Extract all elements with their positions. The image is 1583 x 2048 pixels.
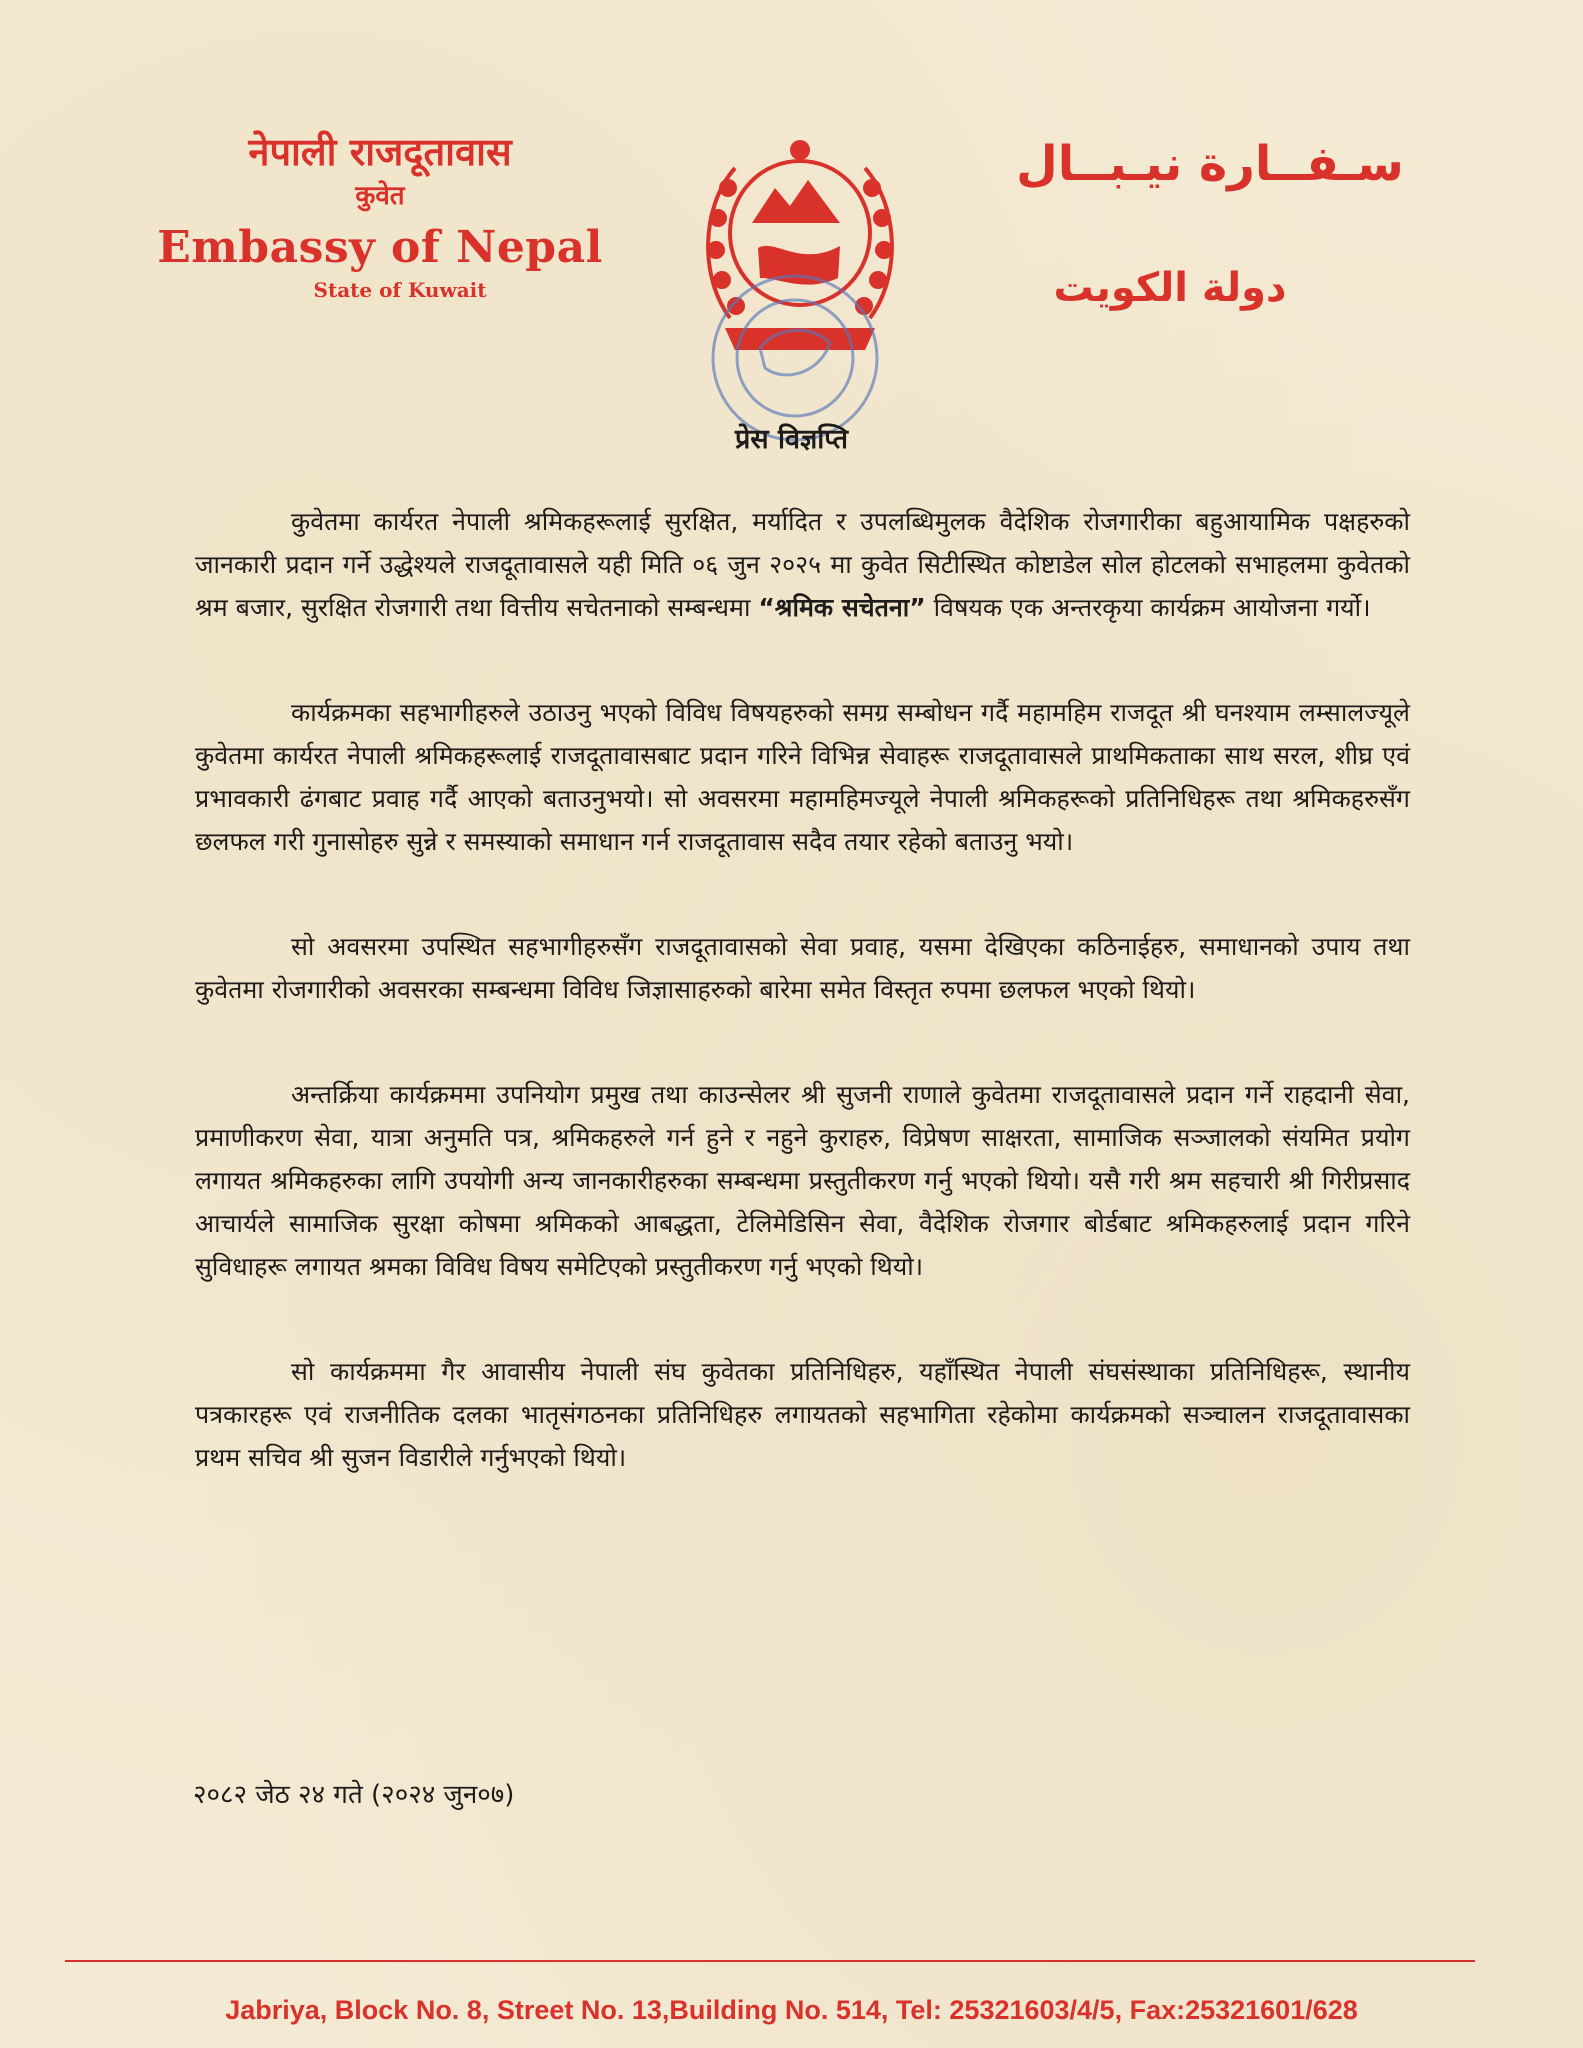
embassy-name-nepali: नेपाली राजदूतावास	[248, 130, 512, 174]
paragraph-1-text: कुवेतमा कार्यरत नेपाली श्रमिकहरूलाई सुरक्षित, मर्यादित र उपलब्धिमुलक वैदेशिक रोजगारीका बहुआयामिक पक्षहरुको जानकारी प्रदान गर्ने उद्धेश्यले राजदूतावासले यही मिति ०६ जुन २०२५ मा कुवेत सिटीस्थित कोष्टाडेल सोल होटलको सभाहलमा कुवेतको श्रम बजार, सुरक्षित रोजगारी तथा वित्तीय सचेतनाको सम्बन्धमा	[195, 507, 1410, 622]
paragraph-3: सो अवसरमा उपस्थित सहभागीहरुसँग राजदूतावासको सेवा प्रवाह, यसमा देखिएका कठिनाईहरु, समाधानको उपाय तथा कुवेतमा रोजगारीको अवसरका सम्बन्धमा विविध जिज्ञासाहरुको बारेमा समेत विस्तृत रुपमा छलफल भएको थियो।	[195, 932, 1410, 1004]
program-title-bold: “श्रमिक सचेतना”	[758, 593, 926, 622]
press-release-body	[195, 500, 1410, 1541]
letterhead-left	[130, 128, 630, 306]
paragraph-1	[195, 500, 1410, 629]
paragraph-1-text-end: विषयक एक अन्तरकृया कार्यक्रम आयोजना गर्यो।	[925, 593, 1371, 622]
document-title: प्रेस विज्ञप्ति	[734, 424, 849, 455]
embassy-state-english: State of Kuwait	[313, 278, 487, 302]
embassy-state-arabic: دولة الكويت	[1053, 265, 1287, 311]
paragraph-2: कार्यक्रमका सहभागीहरुले उठाउनु भएको विविध विषयहरुको समग्र सम्बोधन गर्दै महामहिम राजदूत श्री घनश्याम लम्सालज्यूले कुवेतमा कार्यरत नेपाली श्रमिकहरूलाई राजदूतावासबाट प्रदान गरिने विभिन्न सेवाहरू राजदूतावासले प्राथमिकताका साथ सरल, शीघ्र एवं प्रभावकारी ढंगबाट प्रवाह गर्दै आएको बताउनुभयो। सो अवसरमा महामहिमज्यूले नेपाली श्रमिकहरूको प्रतिनिधिहरू तथा श्रमिकहरुसँग छलफल गरी गुनासोहरु सुन्ने र समस्याको समाधान गर्न राजदूतावास सदैव तयार रहेको बताउनु भयो।	[195, 698, 1410, 856]
embassy-name-english: Embassy of Nepal	[157, 222, 603, 273]
document-date: २०८२ जेठ २४ गते (२०२४ जुन०७)	[193, 1780, 515, 1810]
footer-address: Jabriya, Block No. 8, Street No. 13,Building No. 514, Tel: 25321603/4/5, Fax:25321601/628	[225, 1995, 1358, 2025]
embassy-city-nepali: कुवेत	[355, 181, 405, 211]
paragraph-5: सो कार्यक्रममा गैर आवासीय नेपाली संघ कुवेतका प्रतिनिधिहरु, यहाँस्थित नेपाली संघसंस्थाका प्रतिनिधिहरू, स्थानीय पत्रकारहरू एवं राजनीतिक दलका भातृसंगठनका प्रतिनिधिहरु लगायतको सहभागिता रहेकोमा कार्यक्रमको सञ्चालन राजदूतावासका प्रथम सचिव श्री सुजन विडारीले गर्नुभएको थियो।	[195, 1357, 1410, 1472]
footer-divider	[65, 1960, 1475, 1962]
paragraph-4: अन्तर्क्रिया कार्यक्रममा उपनियोग प्रमुख तथा काउन्सेलर श्री सुजनी राणाले कुवेतमा राजदूतावासले प्रदान गर्ने राहदानी सेवा, प्रमाणीकरण सेवा, यात्रा अनुमति पत्र, श्रमिकहरुले गर्न हुने र नहुने कुराहरु, विप्रेषण साक्षरता, सामाजिक सञ्जालको संयमित प्रयोग लगायत श्रमिकहरुका लागि उपयोगी अन्य जानकारीहरुका सम्बन्धमा प्रस्तुतीकरण गर्नु भएको थियो। यसै गरी श्रम सहचारी श्री गिरीप्रसाद आचार्यले सामाजिक सुरक्षा कोषमा श्रमिकको आबद्धता, टेलिमेडिसिन सेवा, वैदेशिक रोजगार बोर्डबाट श्रमिकहरुलाई प्रदान गरिने सुविधाहरू लगायत श्रमका विविध विषय समेटिएको प्रस्तुतीकरण गर्नु भएको थियो।	[195, 1080, 1410, 1281]
letterhead-right	[930, 128, 1490, 318]
embassy-name-arabic: سـفــارة نيـبــال	[1016, 136, 1404, 192]
